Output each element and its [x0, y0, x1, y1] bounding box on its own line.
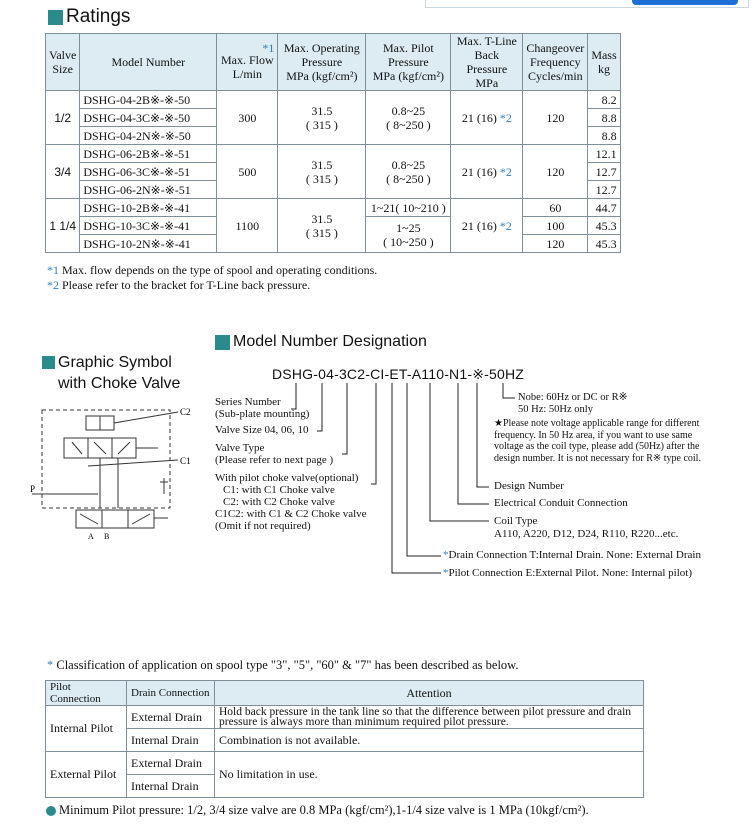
valve-size: 3/4: [46, 145, 80, 199]
intro-text: Classification of application on spool type "3", "5", "60" & "7" has been described as below.: [56, 658, 519, 672]
drain-external: External Drain: [127, 752, 215, 775]
mass: 12.7: [588, 181, 620, 199]
note-line4: frequency. In 50 Hz area, if you want to use same: [494, 429, 693, 441]
changeover: 120: [523, 235, 588, 253]
designation-voltage-note: [494, 418, 701, 464]
op-pressure-kgf: ( 315 ): [305, 171, 338, 186]
label-pilot-connection: [443, 567, 692, 579]
valve-size: 1 1/4: [46, 199, 80, 253]
tline-value: 21 (16): [461, 164, 497, 179]
model-code: DSHG-04-3C2-CI-ET-A110-N1-※-50HZ: [272, 366, 525, 382]
graphic-symbol-title-l1: Graphic Symbol: [58, 354, 172, 371]
model-number: DSHG-04-2B※-※-50: [80, 91, 217, 109]
label-series-sub: (Sub-plate mounting): [215, 408, 310, 420]
pilot-mpa: 0.8~25: [391, 103, 426, 118]
note-mark: *1: [47, 263, 59, 277]
footer-text: Minimum Pilot pressure: 1/2, 3/4 size valve are 0.8 MPa (kgf/cm²),1-1/4 size valve is 1 MPa (10kgf/cm²).: [59, 803, 589, 817]
label-pilot-c1c2: C1C2: with C1 & C2 Choke valve: [215, 508, 367, 520]
pilot-pressure-a: 1~21( 10~210 ): [366, 199, 451, 217]
mass: 8.8: [588, 127, 620, 145]
pilot-text: Pilot Connection E:External Pilot. None: Internal pilot): [448, 567, 692, 579]
label-coil: [494, 515, 678, 541]
bullet-icon: [46, 806, 56, 816]
drain-mark: *: [443, 549, 449, 561]
pilot-kgf: ( 8~250 ): [386, 117, 431, 132]
drain-internal: Internal Drain: [127, 729, 215, 752]
changeover: 100: [523, 217, 588, 235]
max-flow: 500: [217, 145, 278, 199]
drain-internal: Internal Drain: [127, 775, 215, 798]
pilot-b-mpa: 1~25: [396, 220, 421, 235]
label-drain: [443, 549, 701, 561]
drain-text: Drain Connection T:Internal Drain. None: External Drain: [448, 549, 701, 561]
label-a: A: [88, 532, 94, 541]
model-number: DSHG-06-3C※-※-51: [80, 163, 217, 181]
label-pilot-choke: With pilot choke valve(optional): [215, 472, 359, 484]
drain-external: External Drain: [127, 706, 215, 729]
op-pressure-kgf: ( 315 ): [305, 225, 338, 240]
intro-mark: *: [47, 658, 54, 672]
pilot-kgf: ( 8~250 ): [386, 171, 431, 186]
footer-note: [46, 803, 589, 818]
note-line5: voltage as the coil type, please add (50Hz) after the: [494, 441, 700, 452]
valve-size: 1/2: [46, 91, 80, 145]
label-c1: C1: [180, 456, 191, 466]
op-pressure-mpa: 31.5: [311, 103, 333, 118]
note-line6: design number. It is not necessary for R※ type coil.: [494, 452, 701, 464]
label-pilot-omit: (Omit if not required): [215, 520, 311, 532]
mass: 8.2: [588, 91, 620, 109]
label-coil-title: Coil Type: [494, 515, 538, 527]
op-line2: Pressure: [301, 55, 343, 69]
model-number: DSHG-06-2B※-※-51: [80, 145, 217, 163]
label-b: B: [104, 532, 110, 541]
tline-line3: MPa: [475, 76, 499, 90]
graphic-symbol-title-l2: with Choke Valve: [58, 375, 181, 392]
changeover: 120: [523, 91, 588, 145]
header-valve-size: Valve Size: [46, 34, 80, 91]
tline-note-mark: *2: [499, 110, 512, 125]
label-series: Series Number: [215, 396, 281, 408]
model-number: DSHG-10-3C※-※-41: [80, 217, 217, 235]
pilot-external: External Pilot: [46, 752, 127, 798]
label-p: P: [30, 484, 36, 494]
table-row: [46, 706, 644, 729]
label-valve-type-sub: (Please refer to next page ): [215, 454, 334, 466]
note-line1: Nobe: 60Hz or DC or R※: [518, 392, 628, 403]
attention-text: No limitation in use.: [215, 752, 644, 798]
application-intro: [47, 658, 519, 673]
op-pressure-mpa: 31.5: [311, 157, 333, 172]
model-number: DSHG-10-2N※-※-41: [80, 235, 217, 253]
label-conduit: Electrical Conduit Connection: [494, 497, 628, 509]
tline-note-mark: *2: [499, 218, 512, 233]
op-line1: Max. Operating: [283, 41, 360, 55]
model-number: DSHG-06-2N※-※-51: [80, 181, 217, 199]
tline-note-mark: *2: [499, 164, 512, 179]
pilot-mark: *: [443, 567, 449, 579]
pilot-mpa: 0.8~25: [391, 157, 426, 172]
label-valve-type: Valve Type: [215, 442, 265, 454]
changeover-line2: Frequency: [529, 55, 581, 69]
mass-line1: Mass: [591, 48, 617, 62]
max-flow: 1100: [217, 199, 278, 253]
label-valve-size: Valve Size 04, 06, 10: [215, 424, 309, 436]
pilot-line1: Max. Pilot: [382, 41, 434, 55]
tline-value: 21 (16): [461, 218, 497, 233]
header-model-number: Model Number: [80, 34, 217, 91]
mass: 8.8: [588, 109, 620, 127]
label-pilot-c2: C2: with C2 Choke valve: [223, 496, 335, 508]
pilot-b-kgf: ( 10~250 ): [383, 234, 434, 249]
designation-note: [518, 392, 627, 416]
label-pilot-c1: C1: with C1 Choke valve: [223, 484, 335, 496]
designation-title: Model Number Designation: [233, 333, 427, 350]
note-text: Max. flow depends on the type of spool and operating conditions.: [62, 263, 378, 277]
label-design-number: Design Number: [494, 480, 564, 492]
changeover-line1: Changeover: [526, 41, 585, 55]
pilot-line2: Pressure: [387, 55, 429, 69]
pilot-line3: MPa (kgf/cm²): [372, 69, 444, 83]
note-line2: 50 Hz: 50Hz only: [518, 404, 593, 415]
attention-text: Hold back pressure in the tank line so that the difference between pilot pressure and drain pressure is always more than minimum required pilot pressure.: [215, 706, 644, 729]
model-number: DSHG-04-3C※-※-50: [80, 109, 217, 127]
tline-value: 21 (16): [461, 110, 497, 125]
mass: 12.7: [588, 163, 620, 181]
header-attention: Attention: [215, 681, 644, 706]
attention-text: Combination is not available.: [215, 729, 644, 752]
note-mark: *2: [47, 278, 59, 292]
model-number: DSHG-04-2N※-※-50: [80, 127, 217, 145]
mass-line2: kg: [597, 62, 610, 76]
op-pressure-mpa: 31.5: [311, 211, 333, 226]
changeover-line3: Cycles/min: [527, 69, 583, 83]
application-header-row: [46, 681, 644, 706]
model-number: DSHG-10-2B※-※-41: [80, 199, 217, 217]
label-coil-types: A110, A220, D12, D24, R110, R220...etc.: [494, 528, 679, 540]
mass: 44.7: [588, 199, 620, 217]
pilot-internal: Internal Pilot: [46, 706, 127, 752]
tline-line1: Max. T-Line: [456, 34, 517, 48]
application-table: [45, 680, 644, 798]
op-pressure-kgf: ( 315 ): [305, 117, 338, 132]
changeover: 60: [523, 199, 588, 217]
mass: 45.3: [588, 217, 620, 235]
max-flow: 300: [217, 91, 278, 145]
note-line3: ★Please note voltage applicable range for different: [494, 418, 700, 429]
max-flow-note-mark: *1: [262, 41, 275, 55]
tline-line2: Back Pressure: [466, 48, 508, 76]
mass: 45.3: [588, 235, 620, 253]
ratings-title: Ratings: [66, 6, 131, 27]
mass: 12.1: [588, 145, 620, 163]
header-pilot-connection: Pilot Connection: [46, 681, 127, 706]
table-row: [46, 752, 644, 775]
table-row: [46, 729, 644, 752]
max-flow-label: Max. Flow: [220, 53, 274, 67]
note-text: Please refer to the bracket for T-Line back pressure.: [62, 278, 311, 292]
header-drain-connection: Drain Connection: [127, 681, 215, 706]
op-line3: MPa (kgf/cm²): [286, 69, 358, 83]
max-flow-unit: L/min: [232, 67, 262, 81]
label-c2: C2: [180, 407, 191, 417]
changeover: 120: [523, 145, 588, 199]
designation-left-labels: [215, 396, 367, 532]
